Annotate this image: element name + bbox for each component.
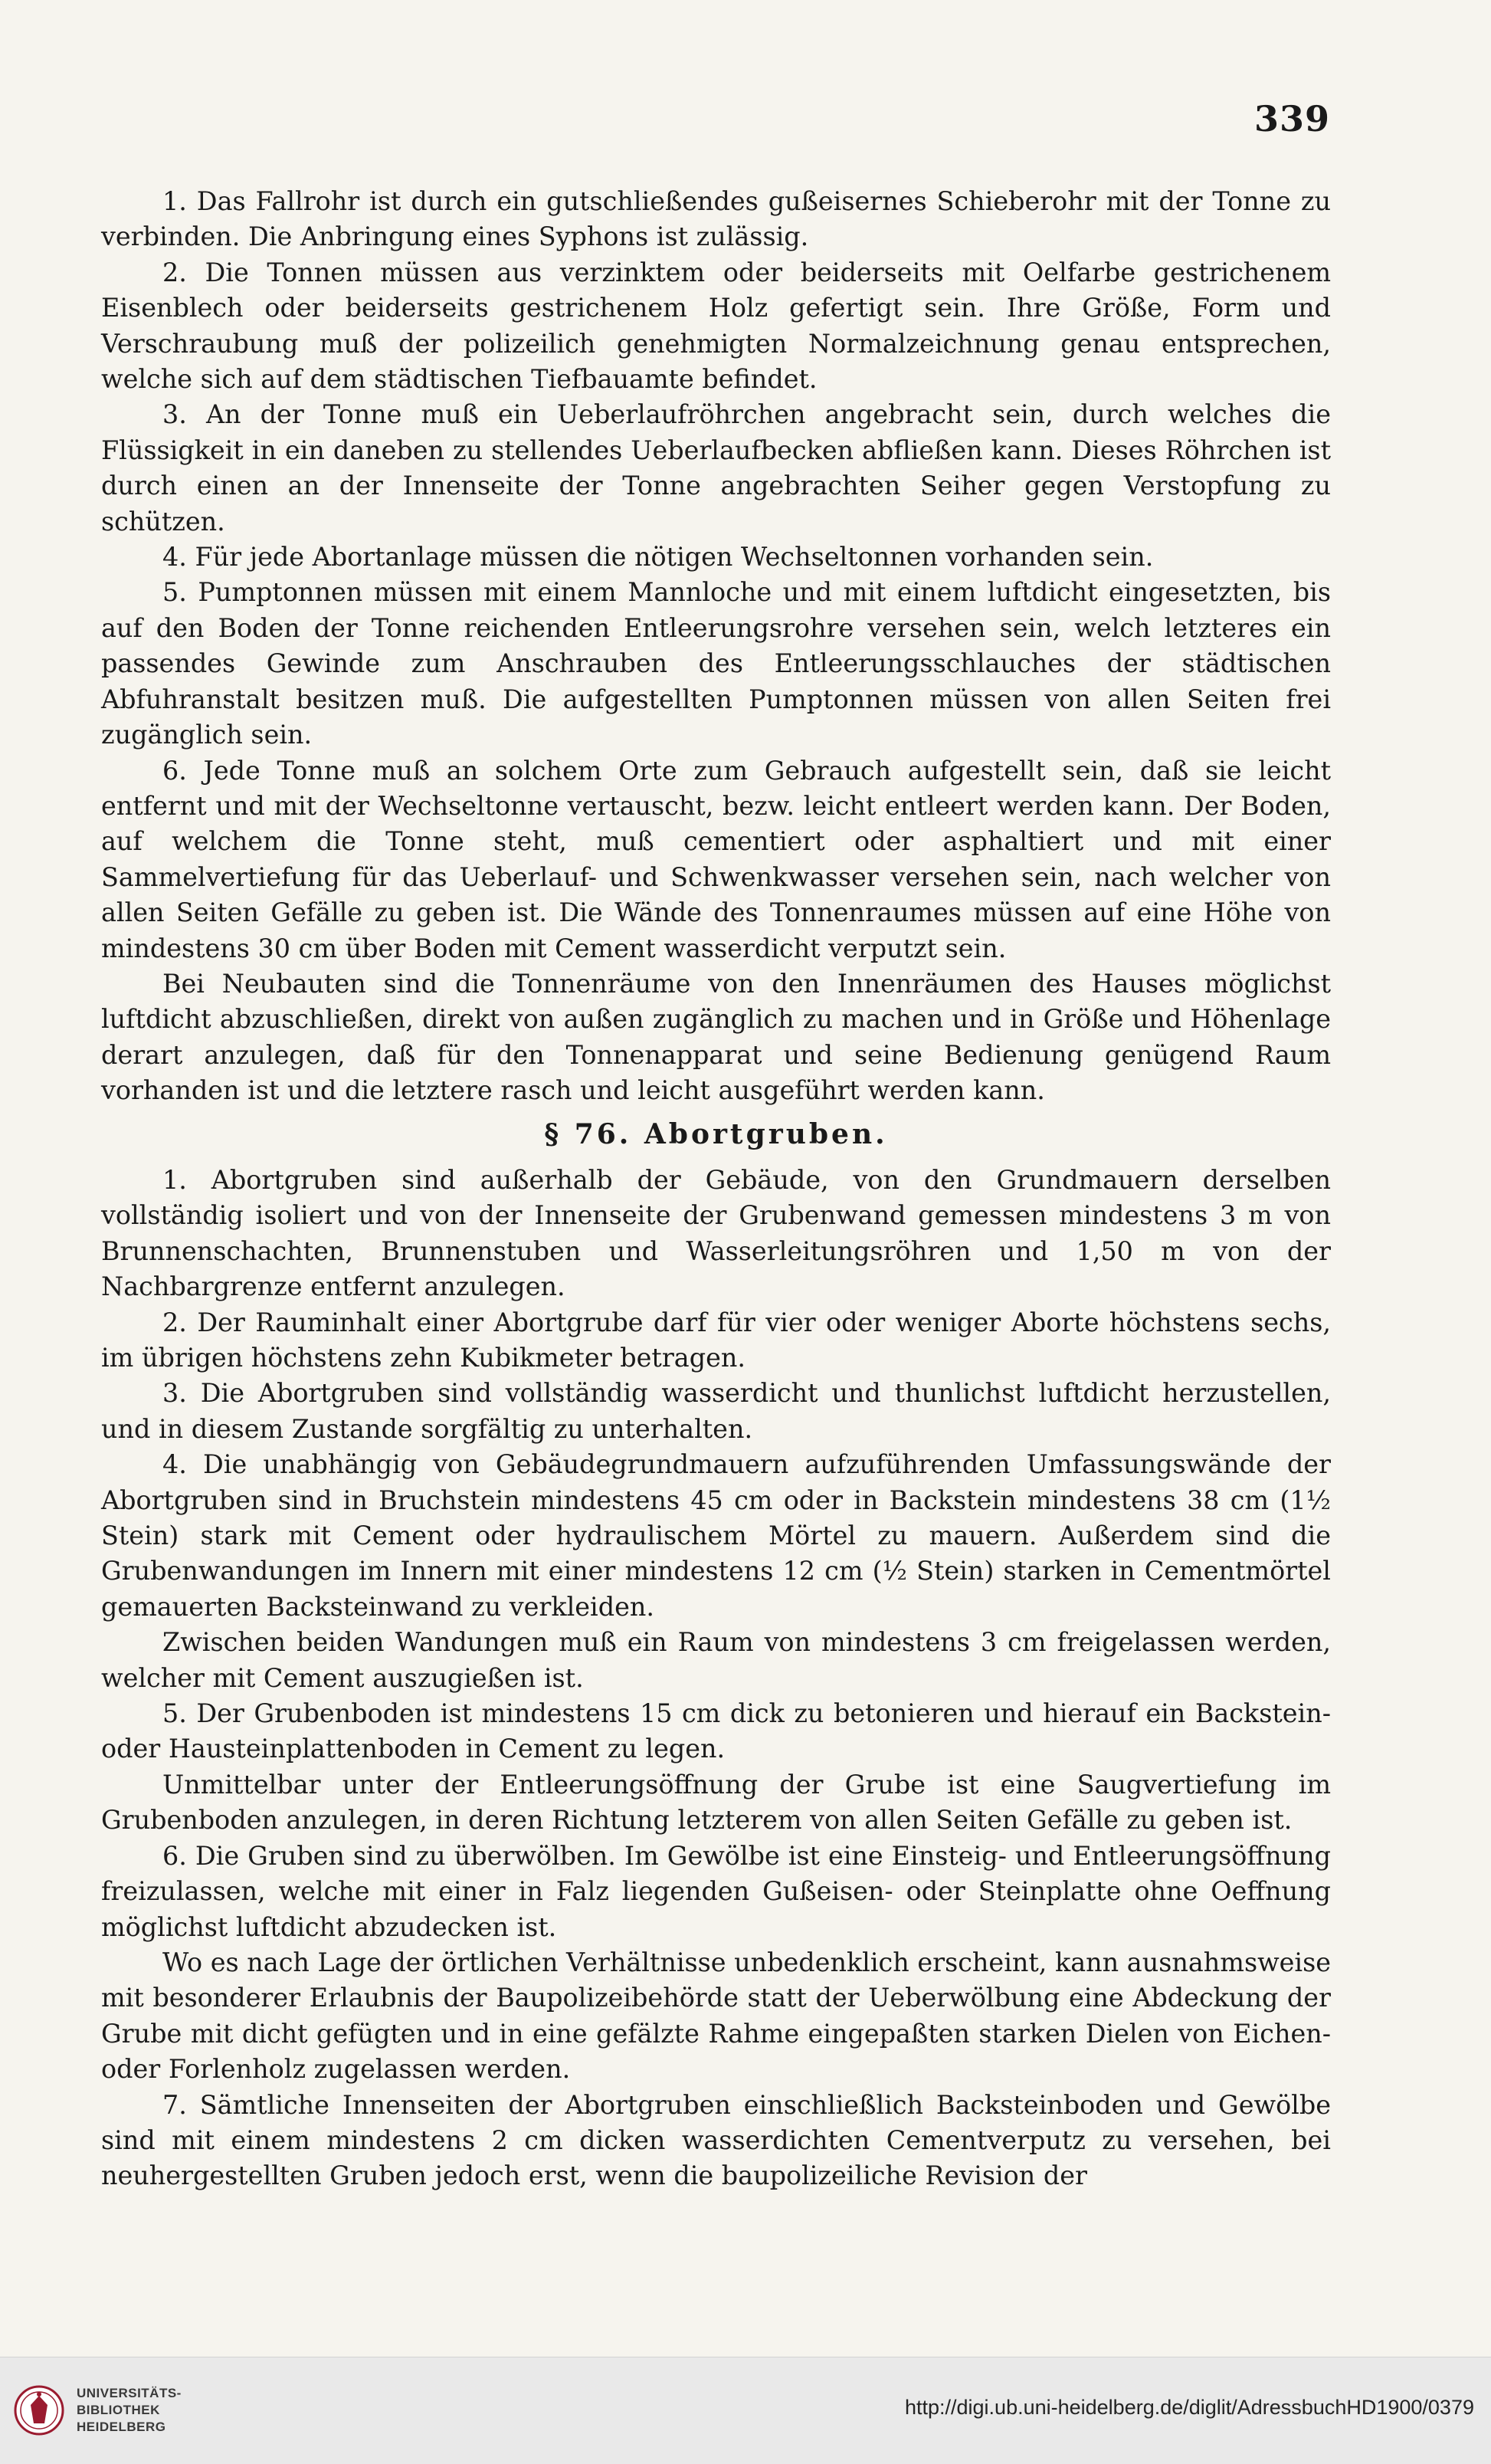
paragraph: 3. An der Tonne muß ein Ueberlaufröhrchen angebracht sein, durch welches die Flüssigkeit in ein daneben zu stellendes Ueberlaufbecken abfließen kann. Dieses Röhrchen ist durch einen an der Innenseite der Tonne angebrachten Seiher gegen Verstopfung zu schützen. <box>101 399 1331 536</box>
paragraph: 5. Der Grubenboden ist mindestens 15 cm dick zu betonieren und hierauf ein Backstein- oder Hausteinplattenboden in Cement zu legen. <box>101 1698 1331 1764</box>
footer-bar <box>0 2357 1491 2464</box>
paragraph: 2. Die Tonnen müssen aus verzinktem oder beiderseits mit Oelfarbe gestrichenem Eisenblech oder beiderseits gestrichenem Holz gefertigt sein. Ihre Größe, Form und Verschraubung muß der polizeilich genehmigten Normalzeichnung genau entsprechen, welche sich auf dem städtischen Tiefbauamte befindet. <box>101 257 1331 395</box>
paragraph: 4. Die unabhängig von Gebäudegrundmauern aufzuführenden Umfassungswände der Abortgruben sind in Bruchstein mindestens 45 cm oder in Backstein mindestens 38 cm (1½ Stein) stark mit Cement oder hydraulischem Mörtel zu mauern. Außerdem sind die Grubenwandungen im Innern mit einer mindestens 12 cm (½ Stein) starken in Cementmörtel gemauerten Backsteinwand zu verkleiden. <box>101 1449 1331 1622</box>
paragraph: 3. Die Abortgruben sind vollständig wasserdicht und thunlichst luftdicht herzustellen, und in diesem Zustande sorgfältig zu unterhalten. <box>101 1378 1331 1444</box>
paragraph: 5. Pumptonnen müssen mit einem Mannloche und mit einem luftdicht eingesetzten, bis auf den Boden der Tonne reichenden Entleerungsrohre versehen sein, welch letzteres ein passendes Gewinde zum Anschrauben des Entleerungsschlauches der städtischen Abfuhranstalt besitzen muß. Die aufgestellten Pumptonnen müssen von allen Seiten frei zugänglich sein. <box>101 577 1331 750</box>
page-number: 339 <box>1253 98 1330 139</box>
paragraph: Unmittelbar unter der Entleerungsöffnung der Grube ist eine Saugvertiefung im Grubenboden anzulegen, in deren Richtung letzterem von allen Seiten Gefälle zu geben ist. <box>101 1769 1331 1836</box>
paragraph: 1. Abortgruben sind außerhalb der Gebäude, von den Grundmauern derselben vollständig isoliert und von der Innenseite der Grubenwand gemessen mindestens 3 m von Brunnenschachten, Brunnenstuben und Wasserleitungsröhren und 1,50 m von der Nachbargrenze entfernt anzulegen. <box>101 1164 1331 1302</box>
paragraph: Bei Neubauten sind die Tonnenräume von den Innenräumen des Hauses möglichst luftdicht abzuschließen, direkt von außen zugänglich zu machen und in Größe und Höhenlage derart anzulegen, daß für den Tonnenapparat und seine Bedienung genügend Raum vorhanden ist und die letztere rasch und leicht ausgeführt werden kann. <box>101 968 1331 1106</box>
paragraph: Zwischen beiden Wandungen muß ein Raum von mindestens 3 cm freigelassen werden, welcher mit Cement auszugießen ist. <box>101 1627 1331 1693</box>
paragraph: 6. Die Gruben sind zu überwölben. Im Gewölbe ist eine Einsteig- und Entleerungsöffnung freizulassen, welche mit einer in Falz liegenden Gußeisen- oder Steinplatte ohne Oeffnung möglichst luftdicht abzudecken ist. <box>101 1840 1331 1942</box>
library-name-line: BIBLIOTHEK <box>77 2403 160 2417</box>
paragraph: 2. Der Rauminhalt einer Abortgrube darf für vier oder weniger Aborte höchstens sechs, im übrigen höchstens zehn Kubikmeter betragen. <box>101 1307 1331 1373</box>
university-seal-icon <box>14 2384 64 2437</box>
paragraph: Wo es nach Lage der örtlichen Verhältnisse unbedenklich erscheint, kann ausnahmsweise mit besonderer Erlaubnis der Baupolizeibehörde statt der Ueberwölbung eine Abdeckung der Grube mit dicht gefügten und in eine gefälzte Rahme eingepaßten starken Dielen von Eichen- oder Forlenholz zugelassen werden. <box>101 1947 1331 2085</box>
paragraph: 1. Das Fallrohr ist durch ein gutschließendes gußeisernes Schieberohr mit der Tonne zu verbinden. Die Anbringung eines Syphons ist zulässig. <box>101 186 1331 252</box>
body-text <box>101 184 1331 2194</box>
library-name <box>77 2385 182 2436</box>
paragraph: 6. Jede Tonne muß an solchem Orte zum Gebrauch aufgestellt sein, daß sie leicht entfernt und mit der Wechseltonne vertauscht, bezw. leicht entleert werden kann. Der Boden, auf welchem die Tonne steht, muß cementiert oder asphaltiert und mit einer Sammelvertiefung für das Ueberlauf- und Schwenkwasser versehen sein, nach welcher von allen Seiten Gefälle zu geben ist. Die Wände des Tonnenraumes müssen auf eine Höhe von mindestens 30 cm über Boden mit Cement wasserdicht verputzt sein. <box>101 755 1331 963</box>
section-title: § 76. Abortgruben. <box>544 1117 888 1150</box>
library-name-line: HEIDELBERG <box>77 2420 166 2434</box>
library-name-line: UNIVERSITÄTS- <box>77 2386 182 2400</box>
source-url-link[interactable]: http://digi.ub.uni-heidelberg.de/diglit/AdressbuchHD1900/0379 <box>904 2396 1474 2419</box>
paragraph: 7. Sämtliche Innenseiten der Abortgruben einschließlich Backsteinboden und Gewölbe sind mit einem mindestens 2 cm dicken wasserdichten Cementverputz zu versehen, bei neuhergestellten Gruben jedoch erst, wenn die baupolizeiliche Revision der <box>101 2089 1331 2191</box>
paragraph: 4. Für jede Abortanlage müssen die nötigen Wechseltonnen vorhanden sein. <box>162 542 1154 573</box>
